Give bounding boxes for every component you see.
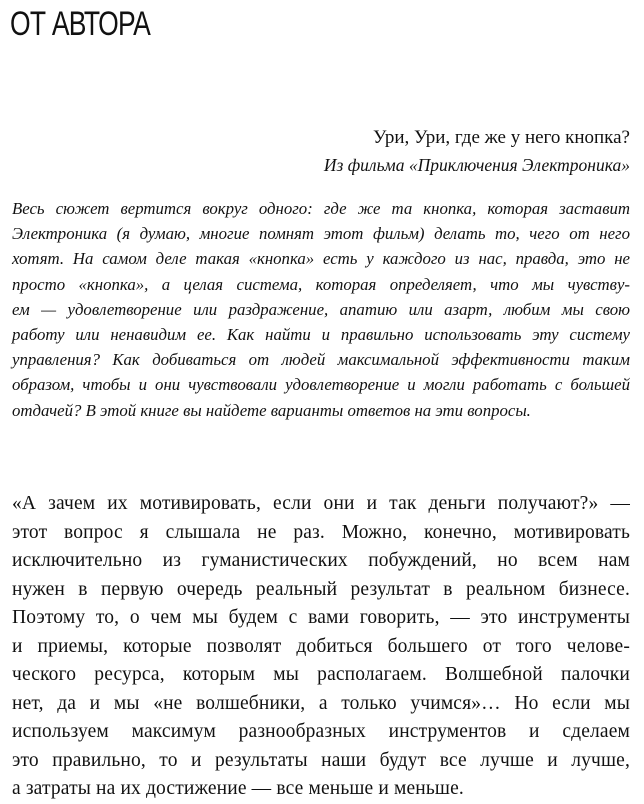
intro-line: просто «кнопка», а целая система, которая определяет, что мы чувству- [12,274,630,294]
epigraph [210,124,630,178]
epigraph-quote: Ури, Ури, где же у него кнопка? [373,127,630,148]
intro-line: образом, чтобы и они чувствовали удовлетворение и могли работать с большей [12,375,630,395]
intro-line: ем — удовлетворение или раздражение, апатию или азарт, любим мы свою [12,299,630,319]
body-line: это правильно, то и результаты наши будут все лучше и лучше, [12,749,630,771]
intro-line: хотят. На самом деле такая «кнопка» есть у каждого из нас, правда, это не [12,249,630,269]
intro-line: Весь сюжет вертится вокруг одного: где же та кнопка, которая заставит [12,199,630,218]
body-line: исключительно из гуманистических побуждений, но всем нам [12,550,630,571]
intro-line: отдачей? В этой книге вы найдете варианты ответов на эти вопросы. [12,400,531,420]
body-line: а затраты на их достижение — все меньше и меньше. [12,778,464,799]
epigraph-source: Из фильма «Приключения Электроника» [323,155,630,175]
body-line: Поэтому то, о чем мы будем с вами говорить, — это инструменты [12,607,630,628]
chapter-title: ОТ АВТОРА [10,5,151,43]
intro-line: Электроника (я думаю, многие помнят этот фильм) делать то, чего от него [12,224,630,244]
body-line: ческого ресурса, которым мы располагаем. Волшебной палочки [12,664,630,685]
body-paragraph [12,490,630,804]
body-line: этот вопрос я слышала не раз. Можно, конечно, мотивировать [12,521,630,543]
body-line: нужен в первую очередь реальный результат в реальном бизнесе. [12,578,630,600]
body-line: используем максимум разнообразных инструментов и сделаем [12,721,630,742]
intro-line: управления? Как добиваться от людей максимальной эффективности таким [12,350,630,370]
intro-paragraph [12,196,630,423]
intro-line: работу или ненавидим ее. Как найти и правильно использовать эту систему [12,324,630,344]
body-line: «А зачем их мотивировать, если они и так деньги получают?» — [12,493,630,514]
body-line: нет, да и мы «не волшебники, а только учимся»… Но если мы [12,692,630,714]
body-line: и приемы, которые позволят добиться большего от того челове- [12,635,630,657]
